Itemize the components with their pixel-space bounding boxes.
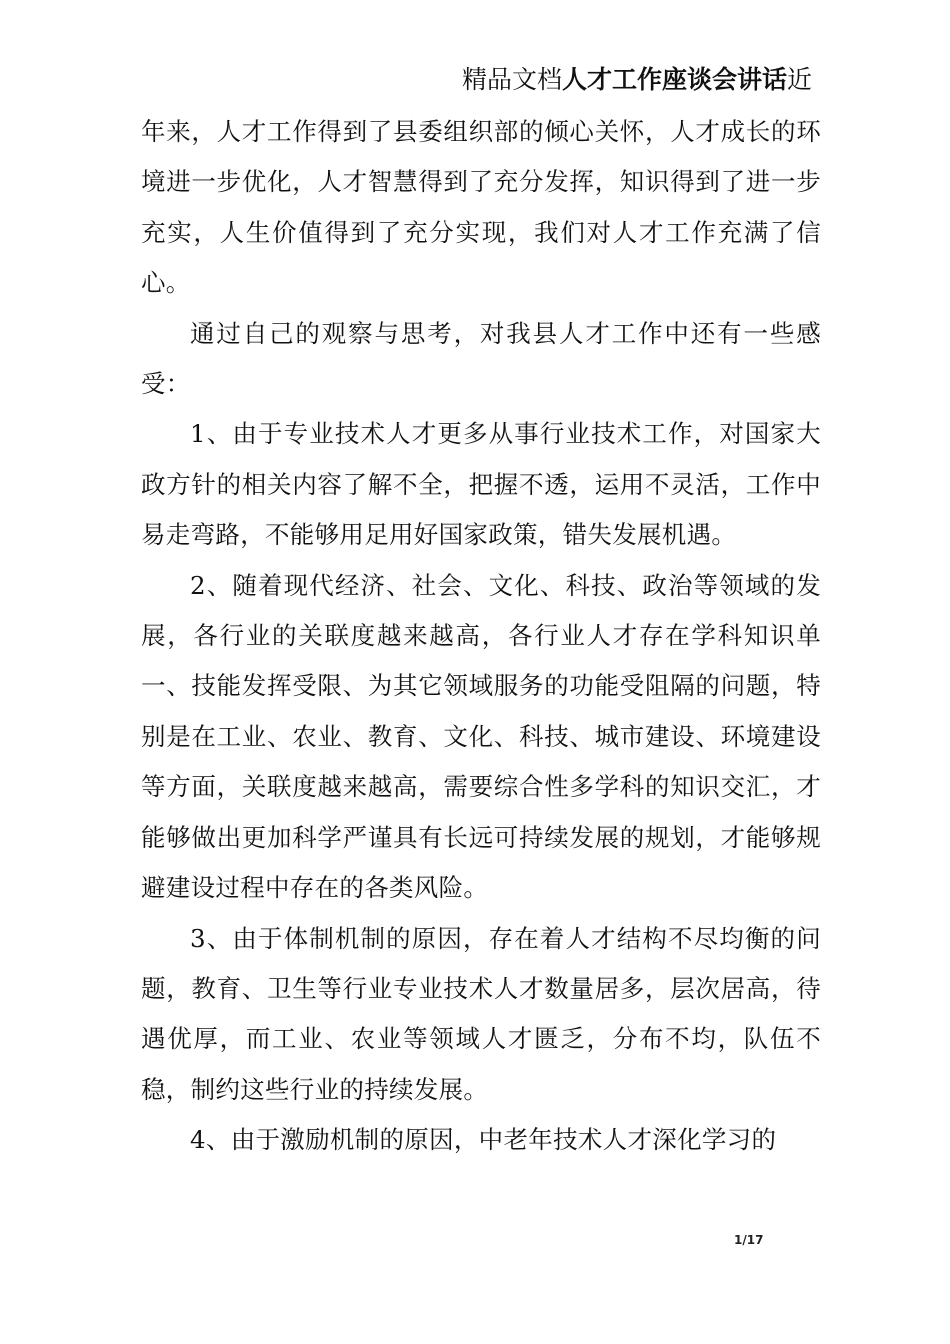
header-suffix: 近 <box>786 65 812 94</box>
paragraph-1: 年来，人才工作得到了县委组织部的倾心关怀，人才成长的环境进一步优化，人才智慧得到了充分发挥，知识得到了进一步充实，人生价值得到了充分实现，我们对人才工作充满了信心。 <box>141 117 821 298</box>
header-title: 人才工作座谈会讲话 <box>561 65 787 94</box>
paragraph-3: 1、由于专业技术人才更多从事行业技术工作，对国家大政方针的相关内容了解不全，把握不透，运用不灵活，工作中易走弯路，不能够用足用好国家政策，错失发展机遇。 <box>141 419 821 550</box>
page-number: 1/17 <box>734 1233 764 1247</box>
paragraph-5: 3、由于体制机制的原因，存在着人才结构不尽均衡的问题，教育、卫生等行业专业技术人才数量居多，层次居高，待遇优厚，而工业、农业等领域人才匮乏，分布不均，队伍不稳，制约这些行业的持续发展。 <box>141 923 821 1104</box>
header-prefix: 精品文档 <box>461 65 562 94</box>
document-body <box>141 107 821 1166</box>
document-header <box>462 62 812 98</box>
paragraph-2: 通过自己的观察与思考，对我县人才工作中还有一些感受： <box>141 318 821 399</box>
paragraph-6: 4、由于激励机制的原因，中老年技术人才深化学习的 <box>190 1125 777 1155</box>
paragraph-4: 2、随着现代经济、社会、文化、科技、政治等领域的发展，各行业的关联度越来越高，各行业人才存在学科知识单一、技能发挥受限、为其它领域服务的功能受阻隔的问题，特别是在工业、农业、教育、文化、科技、城市建设、环境建设等方面，关联度越来越高，需要综合性多学科的知识交汇，才能够做出更加科学严谨具有长远可持续发展的规划，才能够规避建设过程中存在的各类风险。 <box>141 570 821 903</box>
